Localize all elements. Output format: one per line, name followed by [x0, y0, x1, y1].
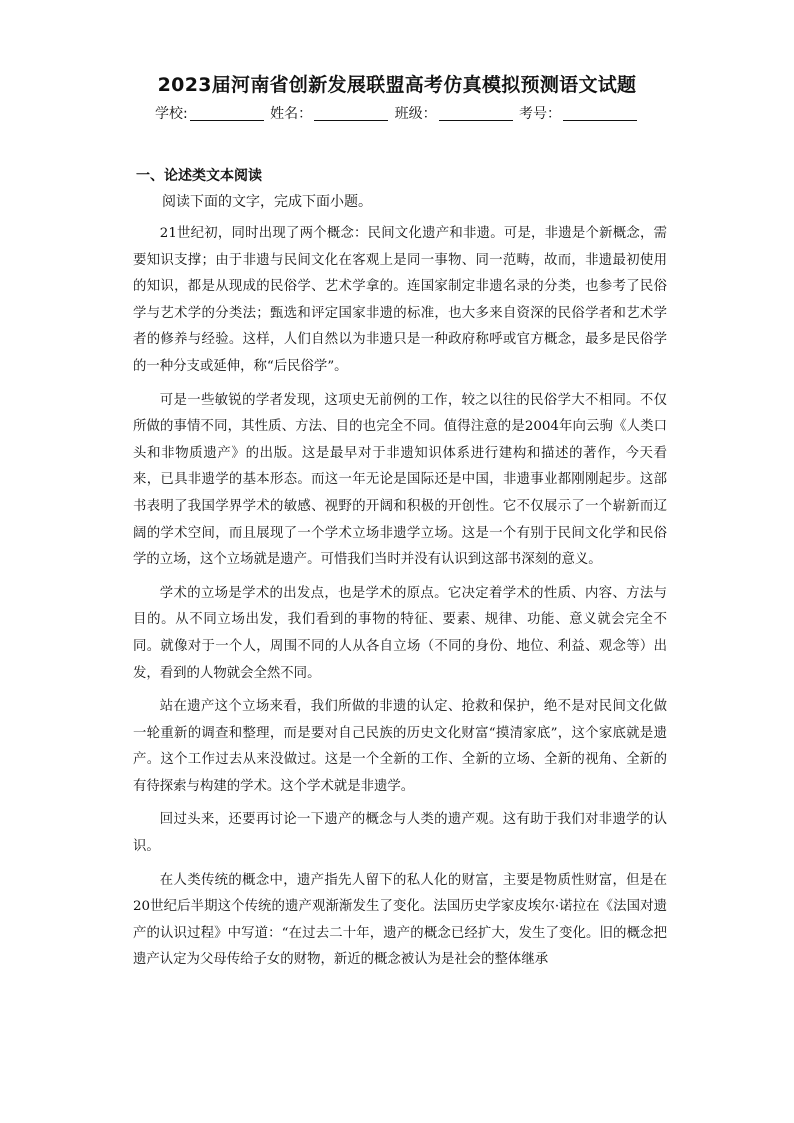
school-label: 学校:	[154, 106, 188, 122]
passage-paragraph: 21世纪初，同时出现了两个概念：民间文化遗产和非遗。可是，非遗是个新概念，需要知识支撑；由于非遗与民间文化在客观上是同一事物、同一范畴，故而，非遗最初使用的知识，都是从现成的民俗学、艺术学拿的。连国家制定非遗名录的分类，也参考了民俗学与艺术学的分类法；甄选和评定国家非遗的标准，也大多来自资深的民俗学者和艺术学者的修养与经验。这样，人们自然以为非遗只是一种政府称呼或官方概念，最多是民俗学的一种分支或延伸，称“后民俗学”。	[133, 226, 667, 374]
passage-paragraph: 站在遗产这个立场来看，我们所做的非遗的认定、抢救和保护，绝不是对民间文化做一轮重新的调查和整理，而是要对自己民族的历史文化财富“摸清家底”，这个家底就是遗产。这个工作过去从来没做过。这是一个全新的工作、全新的立场、全新的视角、全新的有待探索与构建的学术。这个学术就是非遗学。	[133, 699, 667, 794]
reading-passage	[133, 221, 667, 981]
passage-paragraph: 可是一些敏锐的学者发现，这项史无前例的工作，较之以往的民俗学大不相同。不仅所做的事情不同，其性质、方法、目的也完全不同。值得注意的是2004年向云驹《人类口头和非物质遗产》的出版。这是最早对于非遗知识体系进行建构和描述的著作，今天看来，已具非遗学的基本形态。而这一年无论是国际还是中国，非遗事业都刚刚起步。这部书表明了我国学界学术的敏感、视野的开阔和积极的开创性。它不仅展示了一个崭新而辽阔的学术空间，而且展现了一个学术立场非遗学立场。这是一个有别于民间文化学和民俗学的立场，这个立场就是遗产。可惜我们当时并没有认识到这部书深刻的意义。	[133, 392, 667, 568]
exam-number-blank	[563, 106, 637, 121]
exam-number-label: 考号：	[519, 106, 562, 122]
passage-paragraph: 在人类传统的概念中，遗产指先人留下的私人化的财富，主要是物质性财富，但是在20世纪后半期这个传统的遗产观渐渐发生了变化。法国历史学家皮埃尔·诺拉在《法国对遗产的认识过程》中写道：“在过去二十年，遗产的概念已经扩大，发生了变化。旧的概念把遗产认定为父母传给子女的财物，新近的概念被认为是社会的整体继承	[133, 872, 667, 968]
class-blank	[439, 106, 513, 121]
section-instruction: 阅读下面的文字，完成下面小题。	[162, 194, 372, 210]
school-blank	[190, 106, 264, 121]
name-label: 姓名：	[270, 106, 313, 122]
student-info-line	[0, 103, 794, 123]
name-blank	[314, 106, 388, 121]
class-label: 班级：	[394, 106, 437, 122]
passage-paragraph: 回过头来，还要再讨论一下遗产的概念与人类的遗产观。这有助于我们对非遗学的认识。	[133, 812, 667, 855]
document-title: 2023届河南省创新发展联盟高考仿真模拟预测语文试题	[157, 74, 637, 96]
passage-paragraph: 学术的立场是学术的出发点，也是学术的原点。它决定着学术的性质、内容、方法与目的。从不同立场出发，我们看到的事物的特征、要素、规律、功能、意义就会完全不同。就像对于一个人，周围不同的人从各自立场（不同的身份、地位、利益、观念等）出发，看到的人物就会全然不同。	[133, 585, 667, 681]
section-heading: 一、论述类文本阅读	[136, 168, 262, 184]
